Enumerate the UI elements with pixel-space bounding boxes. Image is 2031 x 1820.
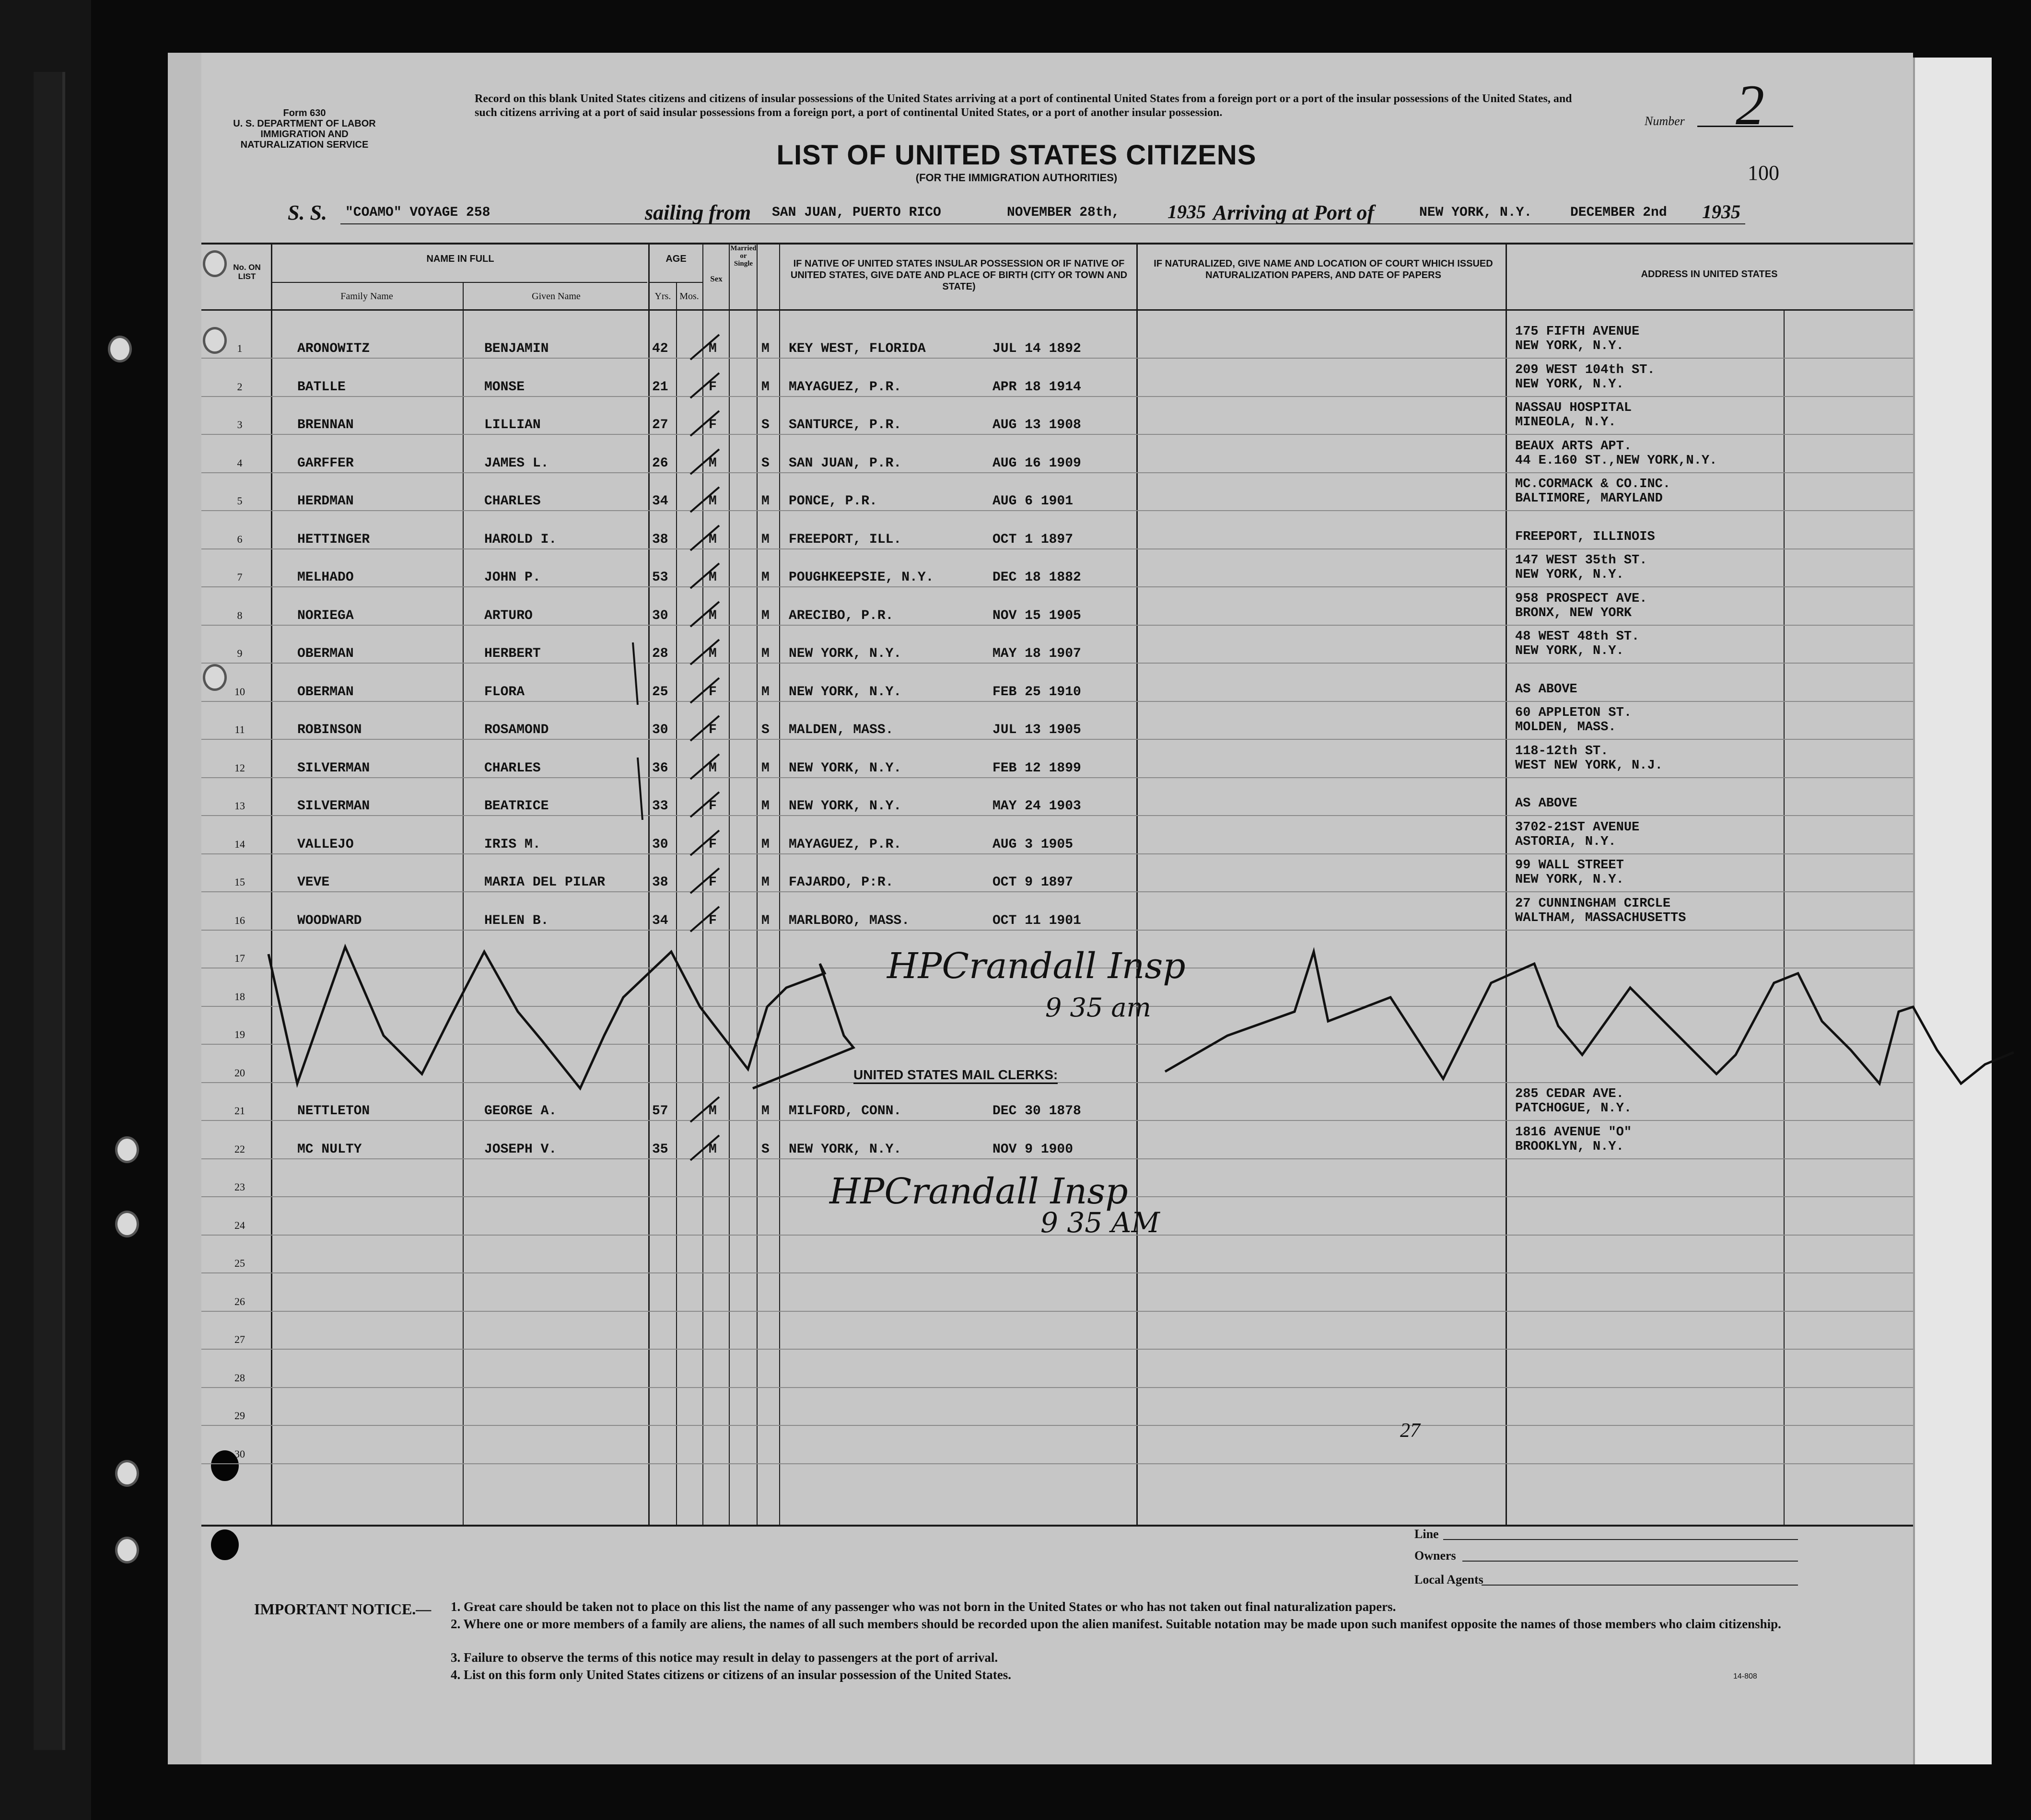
birth-date: APR 18 1914	[992, 379, 1081, 395]
marital-status: M	[761, 570, 770, 585]
family-name: OBERMAN	[297, 684, 354, 700]
row-number: 30	[234, 1447, 245, 1460]
address-line-1: 3702-21ST AVENUE	[1515, 820, 1640, 835]
address-line-1: 48 WEST 48th ST.	[1515, 630, 1640, 644]
row-number: 24	[234, 1219, 245, 1231]
sex: M	[709, 1104, 717, 1119]
inspector-signature-2: HPCrandall Insp	[829, 1171, 1128, 1212]
sex: M	[709, 494, 717, 509]
given-name: IRIS M.	[484, 837, 541, 852]
notice-item-3: 3. Failure to observe the terms of this notice may result in delay to passengers at the port of arrival.	[451, 1650, 998, 1665]
address-line-2: WALTHAM, MASSACHUSETTS	[1515, 910, 1686, 925]
sex: F	[709, 418, 717, 432]
family-name: VEVE	[297, 875, 330, 890]
marital-status: M	[761, 608, 770, 623]
address-line-1: BEAUX ARTS APT.	[1515, 439, 1632, 454]
owners-rule	[1462, 1561, 1798, 1562]
age-years: 27	[652, 418, 668, 432]
ss-label: S. S.	[288, 201, 327, 224]
row-number: 20	[234, 1066, 245, 1079]
address-line-1: MC.CORMACK & CO.INC.	[1515, 477, 1671, 491]
form-department: U. S. DEPARTMENT OF LABOR	[233, 118, 376, 129]
birth-date: FEB 25 1910	[992, 684, 1081, 700]
family-name: WOODWARD	[297, 913, 362, 928]
page-title: LIST OF UNITED STATES CITIZENS	[776, 140, 1257, 171]
arrival-date: DECEMBER 2nd	[1570, 205, 1667, 220]
address-line-1: 1816 AVENUE "O"	[1515, 1125, 1632, 1140]
row-number: 26	[234, 1295, 245, 1307]
family-name: VALLEJO	[297, 837, 354, 852]
form-code: 14-808	[1733, 1672, 1757, 1680]
sailing-label: sailing from	[645, 201, 751, 224]
marital-status: M	[761, 646, 770, 661]
row-number: 19	[234, 1028, 245, 1040]
row-number: 17	[234, 952, 245, 964]
row-number: 16	[234, 914, 245, 926]
age-years: 38	[652, 875, 668, 890]
header-marital-status: Married or Single	[730, 245, 757, 268]
header-age: AGE	[665, 254, 687, 264]
age-years: 30	[652, 608, 668, 623]
family-name: HERDMAN	[297, 494, 354, 509]
marital-status: M	[761, 532, 770, 547]
header-list-number: No. ON LIST	[233, 263, 261, 281]
birth-date: AUG 6 1901	[992, 494, 1074, 509]
given-name: JAMES L.	[484, 455, 549, 471]
birth-place: MILFORD, CONN.	[789, 1104, 902, 1119]
age-years: 42	[652, 341, 668, 356]
birth-place: NEW YORK, N.Y.	[789, 646, 902, 661]
address-line-1: 285 CEDAR AVE.	[1515, 1087, 1624, 1101]
row-number: 14	[234, 838, 245, 850]
notice-item-4: 4. List on this form only United States citizens or citizens of an insular possession of the United States.	[451, 1668, 1012, 1682]
agents-label: Local Agents	[1414, 1573, 1483, 1587]
row-number: 21	[234, 1105, 245, 1117]
age-years: 26	[652, 455, 668, 471]
family-name: ROBINSON	[297, 723, 362, 737]
marital-status: S	[761, 1142, 770, 1157]
birth-date: JUL 13 1905	[992, 723, 1081, 737]
address-line-2: NEW YORK, N.Y.	[1515, 873, 1624, 887]
birth-date: NOV 15 1905	[992, 608, 1081, 623]
birth-place: SAN JUAN, P.R.	[789, 455, 902, 471]
birth-place: NEW YORK, N.Y.	[789, 1142, 902, 1157]
line-rule	[1443, 1539, 1798, 1540]
age-years: 34	[652, 913, 668, 928]
notice-heading: IMPORTANT NOTICE.—	[254, 1600, 432, 1618]
inspector-signature: HPCrandall Insp	[887, 945, 1186, 987]
mail-clerks-heading: UNITED STATES MAIL CLERKS:	[853, 1067, 1058, 1084]
birth-date: JUL 14 1892	[992, 341, 1081, 356]
given-name: GEORGE A.	[484, 1104, 557, 1119]
age-years: 35	[652, 1142, 668, 1157]
family-name: NORIEGA	[297, 608, 354, 623]
departure-date: NOVEMBER 28th,	[1007, 205, 1120, 220]
sex: F	[709, 837, 717, 852]
birth-place: SANTURCE, P.R.	[789, 418, 902, 432]
owners-label: Owners	[1414, 1549, 1456, 1563]
family-name: NETTLETON	[297, 1104, 370, 1119]
sex: M	[709, 646, 717, 661]
row-number: 4	[237, 456, 243, 469]
birth-date: OCT 1 1897	[992, 532, 1074, 547]
birth-date: DEC 30 1878	[992, 1104, 1081, 1119]
given-name: HELEN B.	[484, 913, 549, 928]
address-line-1: 27 CUNNINGHAM CIRCLE	[1515, 896, 1671, 911]
tick-mark	[633, 642, 638, 705]
marital-status: M	[761, 1104, 770, 1119]
header-naturalization: IF NATURALIZED, GIVE NAME AND LOCATION OF COURT WHICH ISSUED NATURALIZATION PAPERS, AND DATE OF PAPERS	[1154, 258, 1493, 280]
given-name: CHARLES	[484, 494, 541, 509]
birth-place: ARECIBO, P.R.	[789, 608, 894, 623]
given-name: HERBERT	[484, 646, 541, 661]
row-number: 18	[234, 990, 245, 1003]
form-service: IMMIGRATION AND NATURALIZATION SERVICE	[240, 129, 369, 150]
preamble-text: Record on this blank United States citizens and citizens of insular possessions of the United States arriving at a port of continental United States from a foreign port or a port of the insular possessions of the United States, and such citizens arriving at a port of said insular possessions from a foreign port, a port of continental United States, or a port of another insular possession.	[475, 93, 1572, 119]
marital-status: M	[761, 341, 770, 356]
age-years: 33	[652, 799, 668, 814]
age-years: 36	[652, 760, 668, 776]
age-years: 30	[652, 723, 668, 737]
line-label: Line	[1414, 1527, 1439, 1541]
form-number: Form 630	[283, 108, 326, 118]
header-address: ADDRESS IN UNITED STATES	[1641, 269, 1778, 280]
age-years: 53	[652, 570, 668, 585]
given-name: ROSAMOND	[484, 723, 549, 737]
address-line-2: BRONX, NEW YORK	[1515, 606, 1632, 620]
agents-rule	[1482, 1585, 1798, 1586]
family-name: HETTINGER	[297, 532, 370, 547]
birth-place: MARLBORO, MASS.	[789, 913, 910, 928]
number-label: Number	[1645, 114, 1685, 128]
address-line-1: 99 WALL STREET	[1515, 858, 1624, 873]
marital-status: M	[761, 379, 770, 395]
sex: F	[709, 723, 717, 737]
sex: F	[709, 875, 717, 890]
row-number: 11	[234, 723, 245, 735]
birth-date: MAY 24 1903	[992, 799, 1081, 814]
birth-date: OCT 9 1897	[992, 875, 1074, 890]
birth-place: MALDEN, MASS.	[789, 723, 894, 737]
given-name: JOHN P.	[484, 570, 541, 585]
header-name-in-full: NAME IN FULL	[426, 254, 494, 264]
address-line-1: 175 FIFTH AVENUE	[1515, 325, 1640, 339]
header-given-name: Given Name	[532, 291, 581, 302]
address-line-1: 147 WEST 35th ST.	[1515, 553, 1647, 568]
marital-status: S	[761, 455, 770, 471]
header-family-name: Family Name	[340, 291, 393, 302]
marital-status: M	[761, 875, 770, 890]
address-line-1: 118-12th ST.	[1515, 744, 1609, 758]
address-line-2: 44 E.160 ST.,NEW YORK,N.Y.	[1515, 453, 1717, 468]
row-number: 6	[237, 533, 243, 545]
given-name: CHARLES	[484, 760, 541, 776]
row-number: 23	[234, 1181, 245, 1193]
header-months: Mos.	[679, 291, 699, 302]
row-number: 9	[237, 647, 243, 659]
arrival-year: 1935	[1702, 201, 1740, 222]
family-name: BATLLE	[297, 379, 346, 395]
row-number: 10	[234, 685, 245, 698]
marital-status: M	[761, 913, 770, 928]
birth-date: MAY 18 1907	[992, 646, 1081, 661]
address-line-2: FREEPORT, ILLINOIS	[1515, 529, 1655, 544]
address-line-2: NEW YORK, N.Y.	[1515, 377, 1624, 392]
sex: M	[709, 608, 717, 623]
marital-status: S	[761, 723, 770, 737]
header-years: Yrs.	[654, 291, 671, 302]
row-number: 1	[237, 342, 243, 354]
row-number: 8	[237, 609, 243, 621]
departure-port: SAN JUAN, PUERTO RICO	[772, 205, 941, 220]
sex: M	[709, 455, 717, 471]
birth-place: MAYAGUEZ, P.R.	[789, 837, 902, 852]
birth-date: AUG 16 1909	[992, 455, 1081, 471]
birth-place: POUGHKEEPSIE, N.Y.	[789, 570, 934, 585]
row-number: 7	[237, 571, 243, 583]
sex: M	[709, 341, 717, 356]
birth-date: NOV 9 1900	[992, 1142, 1074, 1157]
sex: M	[709, 760, 717, 776]
row-number: 13	[234, 800, 245, 812]
sex: F	[709, 913, 717, 928]
marital-status: M	[761, 760, 770, 776]
strike-through-line	[268, 947, 853, 1088]
birth-place: PONCE, P.R.	[789, 494, 877, 509]
sheet-number: 100	[1748, 161, 1779, 185]
row-number: 28	[234, 1371, 245, 1384]
sex: M	[709, 1142, 717, 1157]
address-line-2: NEW YORK, N.Y.	[1515, 568, 1624, 582]
birth-place: NEW YORK, N.Y.	[789, 799, 902, 814]
notice-item-2: 2. Where one or more members of a family are aliens, the names of all such members should be recorded upon the alien manifest. Suitable notation may be made upon such manifest opposite the names of those members who claim citizenship.	[451, 1617, 1781, 1631]
family-name: BRENNAN	[297, 418, 354, 432]
given-name: JOSEPH V.	[484, 1142, 557, 1157]
header-birth-place: IF NATIVE OF UNITED STATES INSULAR POSSESSION OR IF NATIVE OF UNITED STATES, GIVE DATE AND PLACE OF BIRTH (CITY OR TOWN AND STATE)	[790, 258, 1128, 292]
address-line-2: BROOKLYN, N.Y.	[1515, 1139, 1624, 1154]
inspection-time-2: 9 35 AM	[1040, 1206, 1160, 1239]
inspection-time: 9 35 am	[1045, 992, 1151, 1023]
birth-place: KEY WEST, FLORIDA	[789, 341, 926, 356]
age-years: 38	[652, 532, 668, 547]
birth-place: NEW YORK, N.Y.	[789, 684, 902, 700]
given-name: MONSE	[484, 379, 525, 395]
given-name: BEATRICE	[484, 799, 549, 814]
row-number: 2	[237, 380, 243, 393]
row-number: 12	[234, 761, 245, 774]
family-name: OBERMAN	[297, 646, 354, 661]
address-line-2: PATCHOGUE, N.Y.	[1515, 1101, 1632, 1116]
birth-place: NEW YORK, N.Y.	[789, 760, 902, 776]
birth-date: DEC 18 1882	[992, 570, 1081, 585]
pencil-number: 27	[1400, 1420, 1420, 1442]
marital-status: M	[761, 684, 770, 700]
marital-status: M	[761, 837, 770, 852]
given-name: LILLIAN	[484, 418, 541, 432]
sex: F	[709, 379, 717, 395]
sex: F	[709, 684, 717, 700]
row-number: 15	[234, 876, 245, 888]
strike-through-line	[1165, 952, 2014, 1084]
address-line-1: 209 WEST 104th ST.	[1515, 362, 1655, 377]
family-name: MC NULTY	[297, 1142, 362, 1157]
family-name: MELHADO	[297, 570, 354, 585]
list-number: 2	[1736, 73, 1764, 137]
address-line-2: NEW YORK, N.Y.	[1515, 339, 1624, 353]
birth-date: OCT 11 1901	[992, 913, 1081, 928]
given-name: ARTURO	[484, 608, 533, 623]
header-sex: Sex	[710, 274, 723, 283]
age-years: 30	[652, 837, 668, 852]
row-number: 22	[234, 1143, 245, 1155]
address-line-2: MOLDEN, MASS.	[1515, 720, 1616, 735]
birth-place: FREEPORT, ILL.	[789, 532, 902, 547]
row-number: 5	[237, 495, 243, 507]
arrival-port: NEW YORK, N.Y.	[1419, 205, 1532, 220]
family-name: SILVERMAN	[297, 760, 370, 776]
given-name: HAROLD I.	[484, 532, 557, 547]
ship-name: "COAMO" VOYAGE 258	[345, 205, 490, 220]
row-number: 3	[237, 419, 243, 431]
sex: M	[709, 532, 717, 547]
family-name: GARFFER	[297, 455, 354, 471]
address-line-2: ASTORIA, N.Y.	[1515, 834, 1616, 849]
arriving-label: Arriving at Port of	[1213, 201, 1375, 224]
family-name: ARONOWITZ	[297, 341, 370, 356]
age-years: 25	[652, 684, 668, 700]
page-subtitle: (FOR THE IMMIGRATION AUTHORITIES)	[915, 172, 1118, 184]
row-number: 25	[234, 1257, 245, 1269]
birth-date: AUG 13 1908	[992, 418, 1081, 432]
marital-status: M	[761, 494, 770, 509]
age-years: 57	[652, 1104, 668, 1119]
address-line-2: AS ABOVE	[1515, 682, 1577, 697]
age-years: 28	[652, 646, 668, 661]
birth-date: FEB 12 1899	[992, 760, 1081, 776]
address-line-2: MINEOLA, N.Y.	[1515, 415, 1616, 430]
address-line-2: WEST NEW YORK, N.J.	[1515, 758, 1663, 773]
row-number: 29	[234, 1410, 245, 1422]
address-line-1: NASSAU HOSPITAL	[1515, 401, 1632, 415]
sex: M	[709, 570, 717, 585]
tick-mark	[638, 758, 642, 820]
marital-status: M	[761, 799, 770, 814]
sex: F	[709, 799, 717, 814]
departure-year: 1935	[1167, 201, 1206, 222]
birth-place: MAYAGUEZ, P.R.	[789, 379, 902, 395]
address-line-1: 958 PROSPECT AVE.	[1515, 591, 1647, 606]
birth-place: FAJARDO, P:R.	[789, 875, 894, 890]
age-years: 34	[652, 494, 668, 509]
address-line-2: AS ABOVE	[1515, 796, 1577, 811]
given-name: MARIA DEL PILAR	[484, 875, 606, 890]
marital-status: S	[761, 418, 770, 432]
address-line-2: NEW YORK, N.Y.	[1515, 644, 1624, 658]
row-number: 27	[234, 1333, 245, 1345]
given-name: FLORA	[484, 684, 525, 700]
age-years: 21	[652, 379, 668, 395]
address-line-2: BALTIMORE, MARYLAND	[1515, 491, 1663, 506]
notice-item-1: 1. Great care should be taken not to place on this list the name of any passenger who was not born in the United States or who has not taken out final naturalization papers.	[451, 1599, 1396, 1614]
given-name: BENJAMIN	[484, 341, 549, 356]
birth-date: AUG 3 1905	[992, 837, 1074, 852]
family-name: SILVERMAN	[297, 799, 370, 814]
address-line-1: 60 APPLETON ST.	[1515, 706, 1632, 720]
